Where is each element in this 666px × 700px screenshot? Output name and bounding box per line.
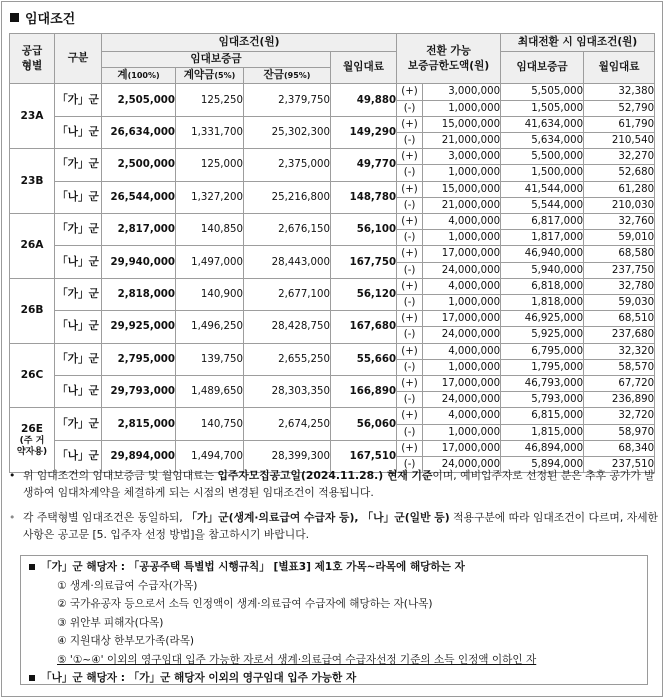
deposit-total-cell: 2,795,000 xyxy=(102,343,176,375)
max-monthly-cell: 237,680 xyxy=(584,327,655,343)
square-bullet-icon xyxy=(10,13,19,22)
down-payment-cell: 1,494,700 xyxy=(176,440,244,472)
table-row xyxy=(10,84,655,100)
group-cell: 「가」군 xyxy=(55,343,102,375)
conversion-sign-cell: (-) xyxy=(397,165,423,181)
monthly-rent-cell: 56,100 xyxy=(331,214,397,246)
conversion-amount-cell: 3,000,000 xyxy=(423,149,501,165)
max-deposit-cell: 6,795,000 xyxy=(501,343,584,359)
type-cell xyxy=(10,149,55,214)
monthly-rent-cell: 167,750 xyxy=(331,246,397,278)
header-down-payment: 계약금(5%) xyxy=(176,68,244,84)
table-row xyxy=(10,440,655,456)
max-monthly-cell: 59,030 xyxy=(584,295,655,311)
table-body xyxy=(10,84,655,473)
max-deposit-cell: 46,793,000 xyxy=(501,376,584,392)
balance-cell: 2,677,100 xyxy=(244,278,331,310)
conversion-amount-cell: 1,000,000 xyxy=(423,424,501,440)
group-na-heading: 「나」군 해당자 : 「가」군 해당자 이외의 영구임대 입주 가능한 자 xyxy=(29,669,647,688)
conversion-sign-cell: (+) xyxy=(397,116,423,132)
conversion-sign-cell: (+) xyxy=(397,278,423,294)
max-monthly-cell: 68,580 xyxy=(584,246,655,262)
down-payment-cell: 1,489,650 xyxy=(176,376,244,408)
deposit-total-cell: 29,940,000 xyxy=(102,246,176,278)
deposit-total-cell: 2,818,000 xyxy=(102,278,176,310)
monthly-rent-cell: 49,880 xyxy=(331,84,397,116)
balance-cell: 25,216,800 xyxy=(244,181,331,213)
conversion-amount-cell: 1,000,000 xyxy=(423,230,501,246)
max-monthly-cell: 32,760 xyxy=(584,214,655,230)
header-deposit: 임대보증금 xyxy=(102,52,331,68)
header-max-conversion: 최대전환 시 임대조건(원) xyxy=(501,34,655,52)
header-group: 구분 xyxy=(55,34,102,84)
square-bullet-icon xyxy=(29,564,35,570)
max-deposit-cell: 5,793,000 xyxy=(501,392,584,408)
conversion-amount-cell: 4,000,000 xyxy=(423,214,501,230)
conversion-amount-cell: 24,000,000 xyxy=(423,392,501,408)
max-deposit-cell: 1,815,000 xyxy=(501,424,584,440)
group-cell: 「나」군 xyxy=(55,246,102,278)
conversion-sign-cell: (-) xyxy=(397,133,423,149)
monthly-rent-cell: 166,890 xyxy=(331,376,397,408)
max-deposit-cell: 41,544,000 xyxy=(501,181,584,197)
max-deposit-cell: 1,505,000 xyxy=(501,100,584,116)
balance-cell: 28,443,000 xyxy=(244,246,331,278)
max-monthly-cell: 237,750 xyxy=(584,262,655,278)
conversion-sign-cell: (-) xyxy=(397,424,423,440)
balance-cell: 2,379,750 xyxy=(244,84,331,116)
max-monthly-cell: 52,790 xyxy=(584,100,655,116)
conversion-sign-cell: (+) xyxy=(397,343,423,359)
max-monthly-cell: 32,320 xyxy=(584,343,655,359)
max-monthly-cell: 236,890 xyxy=(584,392,655,408)
section-title xyxy=(10,8,75,27)
conversion-amount-cell: 15,000,000 xyxy=(423,181,501,197)
table-row xyxy=(10,116,655,132)
max-monthly-cell: 68,340 xyxy=(584,440,655,456)
conversion-amount-cell: 24,000,000 xyxy=(423,262,501,278)
down-payment-cell: 140,900 xyxy=(176,278,244,310)
deposit-total-cell: 29,793,000 xyxy=(102,376,176,408)
square-bullet-icon xyxy=(29,675,35,681)
deposit-total-cell: 29,925,000 xyxy=(102,311,176,343)
type-label: 26E xyxy=(21,423,43,436)
table-row xyxy=(10,311,655,327)
header-rent-condition: 임대조건(원) xyxy=(102,34,397,52)
conversion-sign-cell: (-) xyxy=(397,457,423,473)
group-cell: 「가」군 xyxy=(55,278,102,310)
conversion-amount-cell: 1,000,000 xyxy=(423,100,501,116)
balance-cell: 2,676,150 xyxy=(244,214,331,246)
max-deposit-cell: 6,815,000 xyxy=(501,408,584,424)
type-label: 26C xyxy=(20,368,44,381)
max-monthly-cell: 32,380 xyxy=(584,84,655,100)
down-payment-cell: 1,331,700 xyxy=(176,116,244,148)
type-sub-label: (주 거 약자용) xyxy=(16,436,48,458)
monthly-rent-cell: 148,780 xyxy=(331,181,397,213)
max-deposit-cell: 46,925,000 xyxy=(501,311,584,327)
type-cell xyxy=(10,278,55,343)
max-deposit-cell: 1,817,000 xyxy=(501,230,584,246)
max-monthly-cell: 68,510 xyxy=(584,311,655,327)
eligibility-item: ② 국가유공자 등으로서 소득 인정액이 생계·의료급여 수급자에 해당하는 자(나목) xyxy=(57,598,433,610)
eligibility-item: ⑤ '①~④' 이외의 영구임대 입주 가능한 자로서 생계·의료급여 수급자선정 기준의 소득 인정액 이하인 자 xyxy=(57,653,537,666)
conversion-amount-cell: 4,000,000 xyxy=(423,278,501,294)
conversion-sign-cell: (+) xyxy=(397,408,423,424)
balance-cell: 2,655,250 xyxy=(244,343,331,375)
down-payment-cell: 1,327,200 xyxy=(176,181,244,213)
conversion-amount-cell: 24,000,000 xyxy=(423,457,501,473)
monthly-rent-cell: 149,290 xyxy=(331,116,397,148)
group-cell: 「나」군 xyxy=(55,181,102,213)
note-2: • 각 주택형별 임대조건은 동일하되, 「가」군(생계·의료급여 수급자 등), 「나」군(일반 등) 적용구분에 따라 임대조건이 다르며, 자세한 사항은 공고문 [5. 입주자 선정 방법]을 참고하시기 바랍니다. xyxy=(9,511,658,541)
header-max-monthly: 월임대료 xyxy=(584,52,655,84)
header-balance: 잔금(95%) xyxy=(244,68,331,84)
conversion-amount-cell: 17,000,000 xyxy=(423,246,501,262)
note-1: • 위 임대조건의 임대보증금 및 월임대료는 입주자모집공고일(2024.11.28.) 현재 기준이며, 예비입주자로 선정된 분은 추후 공가가 발생하여 임대차계약을 체결하게 되는 시점의 변경된 임대조건이 적용됩니다. xyxy=(9,469,655,499)
type-cell xyxy=(10,408,55,473)
eligibility-item: ④ 지원대상 한부모가족(라목) xyxy=(57,635,195,647)
table-row xyxy=(10,343,655,359)
conversion-amount-cell: 21,000,000 xyxy=(423,197,501,213)
monthly-rent-cell: 55,660 xyxy=(331,343,397,375)
conversion-sign-cell: (-) xyxy=(397,295,423,311)
max-deposit-cell: 41,634,000 xyxy=(501,116,584,132)
conversion-amount-cell: 4,000,000 xyxy=(423,343,501,359)
group-cell: 「나」군 xyxy=(55,440,102,472)
max-monthly-cell: 32,780 xyxy=(584,278,655,294)
header-type: 공급 형별 xyxy=(10,34,55,84)
header-max-deposit: 임대보증금 xyxy=(501,52,584,84)
max-deposit-cell: 46,940,000 xyxy=(501,246,584,262)
table-row xyxy=(10,278,655,294)
group-ga-heading: 「가」군 해당자 : 「공공주택 특별법 시행규칙」 [별표3] 제1호 가목~라목에 해당하는 자 xyxy=(29,558,647,577)
group-cell: 「가」군 xyxy=(55,214,102,246)
type-label: 23A xyxy=(20,109,44,122)
balance-cell: 2,375,000 xyxy=(244,149,331,181)
conversion-amount-cell: 21,000,000 xyxy=(423,133,501,149)
conversion-sign-cell: (+) xyxy=(397,214,423,230)
monthly-rent-cell: 56,120 xyxy=(331,278,397,310)
max-monthly-cell: 52,680 xyxy=(584,165,655,181)
max-monthly-cell: 58,570 xyxy=(584,359,655,375)
max-deposit-cell: 1,795,000 xyxy=(501,359,584,375)
conversion-sign-cell: (+) xyxy=(397,440,423,456)
type-label: 26B xyxy=(20,304,44,317)
table-row xyxy=(10,149,655,165)
deposit-total-cell: 2,817,000 xyxy=(102,214,176,246)
max-monthly-cell: 61,280 xyxy=(584,181,655,197)
down-payment-cell: 1,497,000 xyxy=(176,246,244,278)
max-deposit-cell: 46,894,000 xyxy=(501,440,584,456)
max-monthly-cell: 210,030 xyxy=(584,197,655,213)
table-row xyxy=(10,214,655,230)
header-conversion-limit: 전환 가능 보증금한도액(원) xyxy=(397,34,501,84)
down-payment-cell: 140,850 xyxy=(176,214,244,246)
group-cell: 「나」군 xyxy=(55,116,102,148)
deposit-total-cell: 29,894,000 xyxy=(102,440,176,472)
conversion-sign-cell: (-) xyxy=(397,100,423,116)
conversion-sign-cell: (+) xyxy=(397,84,423,100)
conversion-amount-cell: 17,000,000 xyxy=(423,440,501,456)
monthly-rent-cell: 49,770 xyxy=(331,149,397,181)
eligibility-item: ③ 위안부 피해자(다목) xyxy=(57,616,164,629)
conversion-amount-cell: 1,000,000 xyxy=(423,359,501,375)
monthly-rent-cell: 167,510 xyxy=(331,440,397,472)
down-payment-cell: 125,000 xyxy=(176,149,244,181)
max-monthly-cell: 59,010 xyxy=(584,230,655,246)
max-deposit-cell: 5,940,000 xyxy=(501,262,584,278)
rent-condition-table xyxy=(9,33,655,473)
eligibility-item: ① 생계·의료급여 수급자(가목) xyxy=(57,579,198,592)
conversion-amount-cell: 4,000,000 xyxy=(423,408,501,424)
conversion-sign-cell: (-) xyxy=(397,327,423,343)
type-label: 23B xyxy=(20,174,44,187)
conversion-sign-cell: (+) xyxy=(397,149,423,165)
table-row xyxy=(10,246,655,262)
max-deposit-cell: 5,894,000 xyxy=(501,457,584,473)
table-row xyxy=(10,181,655,197)
max-deposit-cell: 5,925,000 xyxy=(501,327,584,343)
max-deposit-cell: 6,817,000 xyxy=(501,214,584,230)
balance-cell: 28,303,350 xyxy=(244,376,331,408)
max-monthly-cell: 58,970 xyxy=(584,424,655,440)
down-payment-cell: 125,250 xyxy=(176,84,244,116)
conversion-amount-cell: 1,000,000 xyxy=(423,165,501,181)
conversion-sign-cell: (+) xyxy=(397,246,423,262)
max-deposit-cell: 5,500,000 xyxy=(501,149,584,165)
group-cell: 「가」군 xyxy=(55,408,102,440)
max-monthly-cell: 210,540 xyxy=(584,133,655,149)
deposit-total-cell: 2,815,000 xyxy=(102,408,176,440)
conversion-sign-cell: (-) xyxy=(397,230,423,246)
group-cell: 「나」군 xyxy=(55,376,102,408)
table-row xyxy=(10,376,655,392)
table-row xyxy=(10,408,655,424)
conversion-sign-cell: (-) xyxy=(397,262,423,278)
conversion-amount-cell: 17,000,000 xyxy=(423,376,501,392)
balance-cell: 28,428,750 xyxy=(244,311,331,343)
conversion-sign-cell: (+) xyxy=(397,311,423,327)
group-cell: 「가」군 xyxy=(55,84,102,116)
max-deposit-cell: 1,500,000 xyxy=(501,165,584,181)
section-title-text: 임대조건 xyxy=(25,12,76,27)
max-deposit-cell: 5,634,000 xyxy=(501,133,584,149)
balance-cell: 25,302,300 xyxy=(244,116,331,148)
conversion-sign-cell: (-) xyxy=(397,359,423,375)
balance-cell: 2,674,250 xyxy=(244,408,331,440)
type-cell xyxy=(10,214,55,279)
max-monthly-cell: 61,790 xyxy=(584,116,655,132)
down-payment-cell: 140,750 xyxy=(176,408,244,440)
header-total: 계(100%) xyxy=(102,68,176,84)
conversion-amount-cell: 17,000,000 xyxy=(423,311,501,327)
max-monthly-cell: 237,510 xyxy=(584,457,655,473)
deposit-total-cell: 2,505,000 xyxy=(102,84,176,116)
conversion-amount-cell: 15,000,000 xyxy=(423,116,501,132)
conversion-sign-cell: (+) xyxy=(397,181,423,197)
max-monthly-cell: 67,720 xyxy=(584,376,655,392)
type-cell xyxy=(10,343,55,408)
max-monthly-cell: 32,270 xyxy=(584,149,655,165)
group-cell: 「가」군 xyxy=(55,149,102,181)
type-label: 26A xyxy=(20,239,44,252)
table-header xyxy=(10,34,655,84)
balance-cell: 28,399,300 xyxy=(244,440,331,472)
max-deposit-cell: 5,544,000 xyxy=(501,197,584,213)
max-deposit-cell: 5,505,000 xyxy=(501,84,584,100)
down-payment-cell: 139,750 xyxy=(176,343,244,375)
monthly-rent-cell: 56,060 xyxy=(331,408,397,440)
max-deposit-cell: 1,818,000 xyxy=(501,295,584,311)
max-deposit-cell: 6,818,000 xyxy=(501,278,584,294)
conversion-amount-cell: 3,000,000 xyxy=(423,84,501,100)
down-payment-cell: 1,496,250 xyxy=(176,311,244,343)
conversion-amount-cell: 24,000,000 xyxy=(423,327,501,343)
conversion-sign-cell: (-) xyxy=(397,392,423,408)
deposit-total-cell: 26,544,000 xyxy=(102,181,176,213)
header-monthly: 월임대료 xyxy=(331,52,397,84)
group-cell: 「나」군 xyxy=(55,311,102,343)
monthly-rent-cell: 167,680 xyxy=(331,311,397,343)
eligibility-box xyxy=(20,555,648,685)
type-cell xyxy=(10,84,55,149)
conversion-amount-cell: 1,000,000 xyxy=(423,295,501,311)
deposit-total-cell: 26,634,000 xyxy=(102,116,176,148)
conversion-sign-cell: (-) xyxy=(397,197,423,213)
conversion-sign-cell: (+) xyxy=(397,376,423,392)
max-monthly-cell: 32,720 xyxy=(584,408,655,424)
deposit-total-cell: 2,500,000 xyxy=(102,149,176,181)
